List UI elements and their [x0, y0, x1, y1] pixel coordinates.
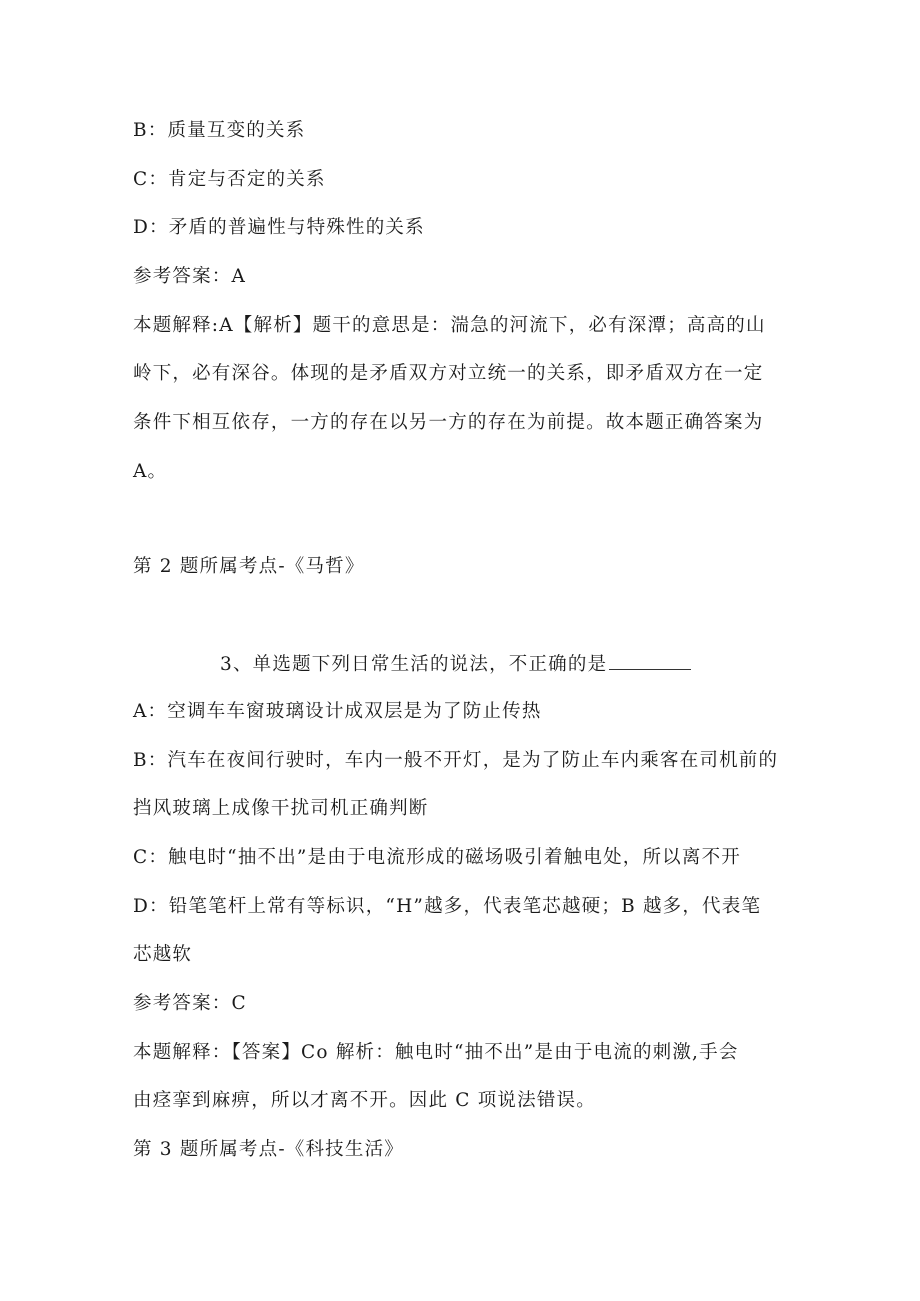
q2-reference-answer: 参考答案：A — [133, 266, 247, 287]
q2-explanation-line-3: 条件下相互依存，一方的存在以另一方的存在为前提。故本题正确答案为 — [133, 412, 764, 433]
q2-topic: 第 2 题所属考点-《马哲》 — [133, 556, 365, 577]
q2-explanation-line-1: 本题解释:A【解析】题干的意思是：湍急的河流下，必有深潭；高高的山 — [133, 315, 766, 336]
q2-explanation-line-4: A。 — [133, 461, 168, 482]
q3-option-b-line-2: 挡风玻璃上成像干扰司机正确判断 — [133, 798, 429, 819]
q2-explanation-line-2: 岭下，必有深谷。体现的是矛盾双方对立统一的关系，即矛盾双方在一定 — [133, 363, 764, 384]
q3-explanation-line-1: 本题解释：【答案】Co 解析：触电时“抽不出”是由于电流的刺激,手会 — [133, 1042, 739, 1063]
q3-title — [220, 651, 691, 677]
q3-option-b-line-1: B：汽车在夜间行驶时，车内一般不开灯，是为了防止车内乘客在司机前的 — [133, 750, 779, 771]
q3-reference-answer: 参考答案：C — [133, 993, 247, 1014]
q3-title-text: 3、单选题下列日常生活的说法，不正确的是 — [220, 654, 608, 675]
q3-option-d-line-2: 芯越软 — [133, 944, 193, 965]
q3-option-d-line-1: D：铅笔笔杆上常有等标识，“H”越多，代表笔芯越硬；B 越多，代表笔 — [133, 896, 762, 917]
q3-explanation-line-2: 由痉挛到麻痹，所以才离不开。因此 C 项说法错误。 — [133, 1090, 596, 1111]
q3-option-a: A：空调车车窗玻璃设计成双层是为了防止传热 — [133, 701, 542, 722]
answer-blank — [609, 651, 691, 670]
q2-option-d: D：矛盾的普遍性与特殊性的关系 — [133, 217, 425, 238]
q3-option-c: C：触电时“抽不出”是由于电流形成的磁场吸引着触电处，所以离不开 — [133, 847, 741, 868]
q3-topic: 第 3 题所属考点-《科技生活》 — [133, 1139, 404, 1160]
q2-option-b: B：质量互变的关系 — [133, 120, 306, 141]
q2-option-c: C：肯定与否定的关系 — [133, 169, 326, 190]
